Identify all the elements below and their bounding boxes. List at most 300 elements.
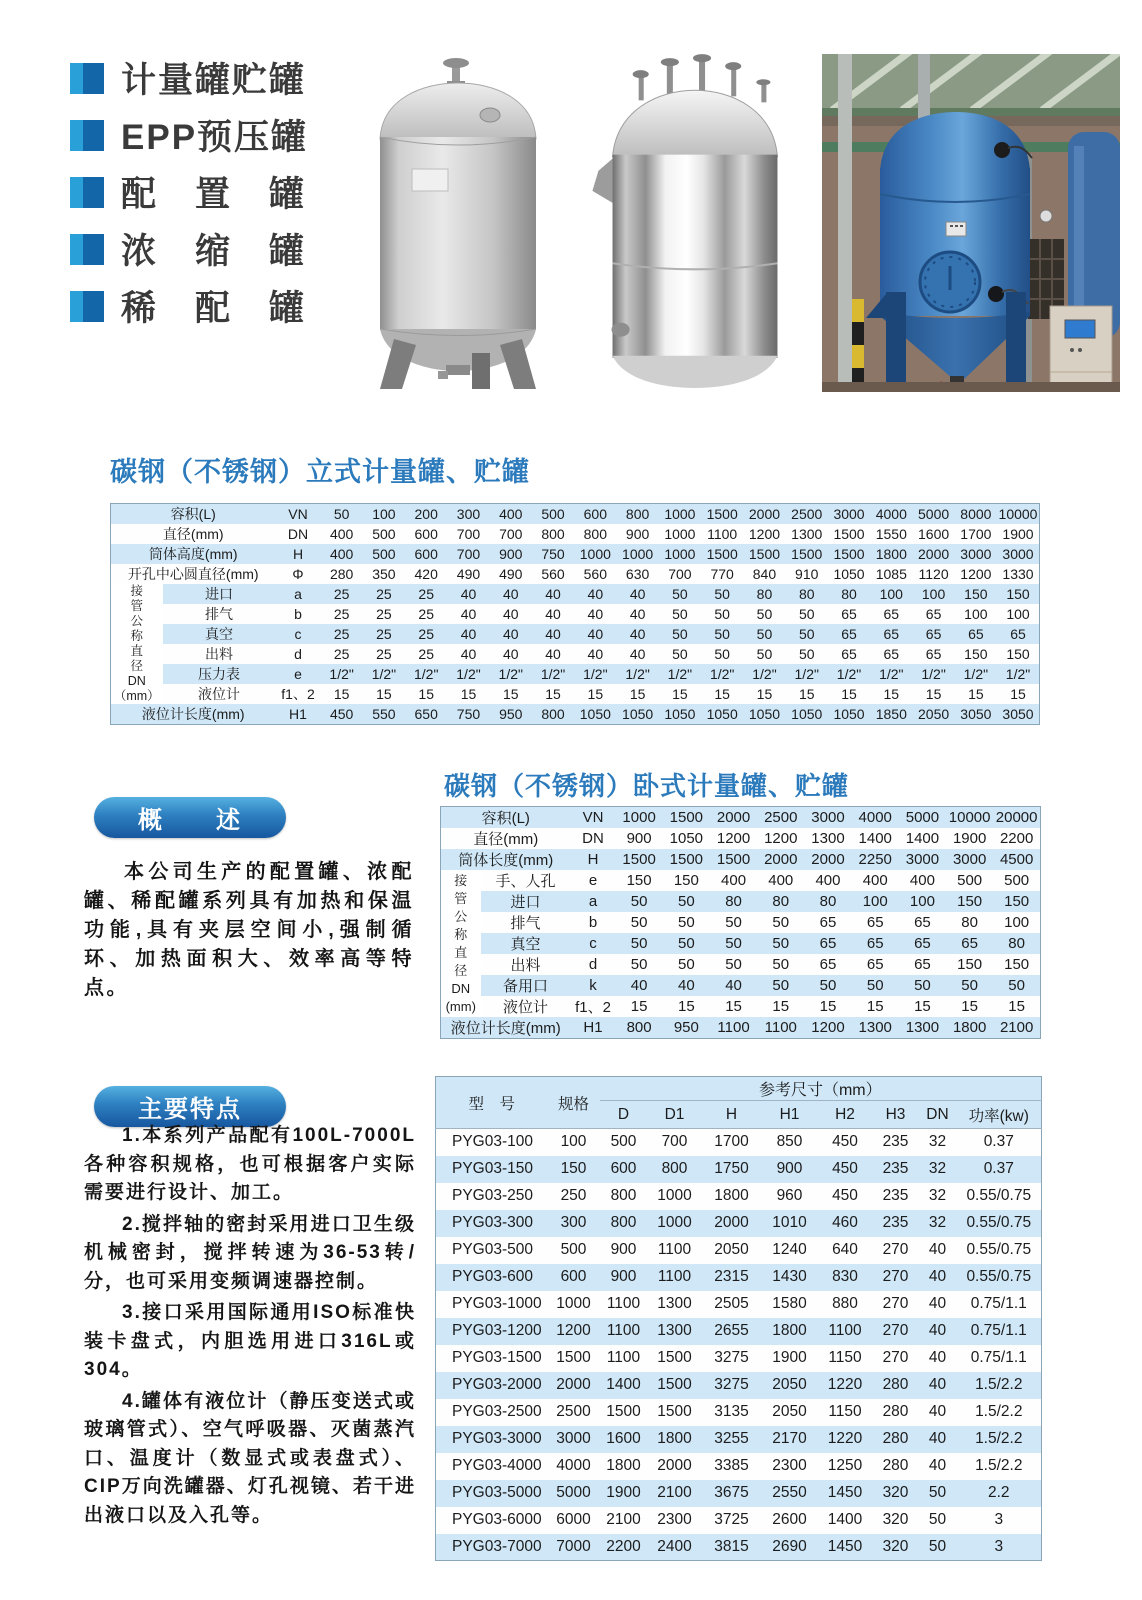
cell: 1500 xyxy=(648,1372,702,1399)
cell: 1100 xyxy=(757,1017,804,1039)
cell: 2000 xyxy=(743,504,785,525)
spec-row xyxy=(111,504,1040,525)
cell: 2315 xyxy=(702,1264,762,1291)
cell: 50 xyxy=(663,912,710,933)
model-row xyxy=(436,1453,1042,1480)
cell: 5000 xyxy=(912,504,954,525)
spec-row xyxy=(111,664,1040,684)
cell: 600 xyxy=(405,544,447,564)
cell: 640 xyxy=(818,1237,873,1264)
cell: 100 xyxy=(899,891,946,912)
cell: 40 xyxy=(532,604,574,624)
cell: 50 xyxy=(899,975,946,996)
cell: 250 xyxy=(548,1183,600,1210)
cell: 4000 xyxy=(870,504,912,525)
cell: 800 xyxy=(532,524,574,544)
cell: 7000 xyxy=(548,1534,600,1561)
cell: 500 xyxy=(548,1237,600,1264)
cell: 0.55/0.75 xyxy=(957,1183,1042,1210)
model-name-cell: PYG03-5000 xyxy=(436,1480,548,1507)
cell: 65 xyxy=(899,912,946,933)
cell: 400 xyxy=(321,524,363,544)
cell: 1300 xyxy=(852,1017,899,1039)
cell: 1500 xyxy=(548,1345,600,1372)
model-dimension-table xyxy=(435,1076,1042,1561)
cell: 40 xyxy=(532,624,574,644)
cell: 80 xyxy=(786,584,828,604)
cell: 280 xyxy=(321,564,363,584)
cell: 0.75/1.1 xyxy=(957,1318,1042,1345)
cell: 40 xyxy=(616,584,658,604)
model-row xyxy=(436,1156,1042,1183)
cell: 3275 xyxy=(702,1372,762,1399)
row-code: H1 xyxy=(571,1017,616,1039)
cell: 50 xyxy=(710,954,757,975)
row-label: 液位计长度(mm) xyxy=(441,1017,571,1039)
cell: 2500 xyxy=(786,504,828,525)
spec-row xyxy=(441,975,1041,996)
cell: 40 xyxy=(447,604,489,624)
cell: 65 xyxy=(899,933,946,954)
menu-item xyxy=(70,288,308,328)
cell: 3385 xyxy=(702,1453,762,1480)
cell: 2000 xyxy=(757,849,804,870)
cell: 1050 xyxy=(828,704,870,725)
cell: 65 xyxy=(912,624,954,644)
cell: 235 xyxy=(873,1129,919,1156)
spec-row xyxy=(111,544,1040,564)
row-code: VN xyxy=(571,807,616,829)
cell: 270 xyxy=(873,1264,919,1291)
row-code: H xyxy=(276,544,321,564)
cell: 1/2" xyxy=(828,664,870,684)
cell: 200 xyxy=(405,504,447,525)
overview-badge: 概 述 xyxy=(94,797,286,838)
cell: 50 xyxy=(946,975,993,996)
cell: 800 xyxy=(648,1156,702,1183)
cell: 3725 xyxy=(702,1507,762,1534)
spec-row xyxy=(111,584,1040,604)
row-label: 进口 xyxy=(481,891,571,912)
col-header: H2 xyxy=(818,1101,873,1129)
cell: 1200 xyxy=(710,828,757,849)
cell: 1/2" xyxy=(363,664,405,684)
cell: 150 xyxy=(946,954,993,975)
cell: 1800 xyxy=(762,1318,818,1345)
cell: 50 xyxy=(663,891,710,912)
model-name-cell: PYG03-6000 xyxy=(436,1507,548,1534)
cell: 1/2" xyxy=(532,664,574,684)
cell: 15 xyxy=(946,996,993,1017)
cell: 500 xyxy=(993,870,1040,891)
tank-illustration xyxy=(352,36,564,392)
cell: 50 xyxy=(919,1507,957,1534)
cell: 25 xyxy=(321,604,363,624)
cell: 1800 xyxy=(946,1017,993,1039)
cell: 400 xyxy=(321,544,363,564)
cell: 15 xyxy=(363,684,405,704)
cell: 32 xyxy=(919,1129,957,1156)
cell: 65 xyxy=(955,624,997,644)
cell: 400 xyxy=(710,870,757,891)
cell: 0.75/1.1 xyxy=(957,1345,1042,1372)
cell: 50 xyxy=(659,604,701,624)
cell: 15 xyxy=(701,684,743,704)
cell: 900 xyxy=(616,524,658,544)
cell: 50 xyxy=(701,604,743,624)
cell: 1/2" xyxy=(616,664,658,684)
model-row xyxy=(436,1480,1042,1507)
spec-row xyxy=(441,870,1041,891)
cell: 1000 xyxy=(659,504,701,525)
cell: 500 xyxy=(363,524,405,544)
cell: 15 xyxy=(912,684,954,704)
model-name-cell: PYG03-150 xyxy=(436,1156,548,1183)
row-label: 容积(L) xyxy=(441,807,571,829)
cell: 850 xyxy=(762,1129,818,1156)
cell: 450 xyxy=(321,704,363,725)
row-code: b xyxy=(276,604,321,624)
model-row xyxy=(436,1318,1042,1345)
cell: 1000 xyxy=(659,524,701,544)
row-code: e xyxy=(276,664,321,684)
cell: 2050 xyxy=(702,1237,762,1264)
row-label: 液位计长度(mm) xyxy=(111,704,276,725)
row-code: VN xyxy=(276,504,321,525)
cell: 1120 xyxy=(912,564,954,584)
cell: 500 xyxy=(363,544,405,564)
cell: 65 xyxy=(804,933,851,954)
menu-item-label: 计量罐贮罐 xyxy=(121,61,307,100)
cell: 1/2" xyxy=(997,664,1040,684)
row-label: 排气 xyxy=(163,604,276,624)
cell: 420 xyxy=(405,564,447,584)
cell: 1300 xyxy=(648,1318,702,1345)
feature-item: 2.搅拌轴的密封采用进口卫生级机械密封，搅拌转速为36-53转/分，也可采用变频调速器控制。 xyxy=(84,1213,416,1292)
cell: 50 xyxy=(701,624,743,644)
cell: 270 xyxy=(873,1345,919,1372)
col-header: DN xyxy=(919,1101,957,1129)
cell: 1750 xyxy=(702,1156,762,1183)
cell: 1.5/2.2 xyxy=(957,1372,1042,1399)
cell: 2000 xyxy=(912,544,954,564)
cell: 40 xyxy=(919,1237,957,1264)
cell: 6000 xyxy=(548,1507,600,1534)
cell: 320 xyxy=(873,1480,919,1507)
cell: 235 xyxy=(873,1156,919,1183)
cell: 50 xyxy=(616,891,663,912)
cell: 15 xyxy=(447,684,489,704)
model-name-cell: PYG03-600 xyxy=(436,1264,548,1291)
cell: 50 xyxy=(757,954,804,975)
tank-illustration xyxy=(582,38,808,392)
features-badge: 主要特点 xyxy=(94,1086,286,1127)
cell: 1330 xyxy=(997,564,1040,584)
cell: 1010 xyxy=(762,1210,818,1237)
cell: 1050 xyxy=(743,704,785,725)
cell: 2000 xyxy=(648,1453,702,1480)
cell: 1085 xyxy=(870,564,912,584)
cell: 1300 xyxy=(804,828,851,849)
row-code: DN xyxy=(276,524,321,544)
cell: 40 xyxy=(574,644,616,664)
col-header-spec: 规格 xyxy=(548,1077,600,1129)
cell: 50 xyxy=(663,954,710,975)
row-code: b xyxy=(571,912,616,933)
cell: 1050 xyxy=(701,704,743,725)
col-header: D1 xyxy=(648,1101,702,1129)
cell: 830 xyxy=(818,1264,873,1291)
cell: 450 xyxy=(818,1129,873,1156)
cell: 450 xyxy=(818,1156,873,1183)
cell: 1100 xyxy=(648,1264,702,1291)
cell: 50 xyxy=(710,933,757,954)
cell: 10000 xyxy=(946,807,993,829)
model-row xyxy=(436,1264,1042,1291)
cell: 2.2 xyxy=(957,1480,1042,1507)
cell: 65 xyxy=(870,624,912,644)
cell: 490 xyxy=(447,564,489,584)
cell: 100 xyxy=(852,891,899,912)
cell: 1000 xyxy=(574,544,616,564)
vertical-tank-spec-table xyxy=(110,503,1040,725)
spec-row xyxy=(441,933,1041,954)
blue-square-bullet-icon xyxy=(70,177,104,208)
polished-stainless-tank-photo xyxy=(582,38,808,392)
cell: 2400 xyxy=(648,1534,702,1561)
cell: 40 xyxy=(532,644,574,664)
blue-square-bullet-icon xyxy=(70,63,104,94)
cell: 600 xyxy=(600,1156,648,1183)
cell: 1500 xyxy=(663,849,710,870)
cell: 950 xyxy=(663,1017,710,1039)
cell: 150 xyxy=(997,584,1040,604)
cell: 2000 xyxy=(548,1372,600,1399)
cell: 150 xyxy=(616,870,663,891)
cell: 1220 xyxy=(818,1372,873,1399)
cell: 1300 xyxy=(648,1291,702,1318)
cell: 700 xyxy=(447,544,489,564)
cell: 1300 xyxy=(899,1017,946,1039)
cell: 1800 xyxy=(702,1183,762,1210)
cell: 100 xyxy=(363,504,405,525)
cell: 5000 xyxy=(548,1480,600,1507)
cell: 1000 xyxy=(659,544,701,564)
matte-stainless-tank-photo xyxy=(352,36,564,392)
cell: 150 xyxy=(548,1156,600,1183)
menu-item-label: 浓 缩 罐 xyxy=(121,232,307,271)
row-label: 真空 xyxy=(163,624,276,644)
cell: 950 xyxy=(490,704,532,725)
cell: 50 xyxy=(659,644,701,664)
cell: 80 xyxy=(757,891,804,912)
cell: 80 xyxy=(828,584,870,604)
cell: 1000 xyxy=(548,1291,600,1318)
cell: 15 xyxy=(321,684,363,704)
cell: 40 xyxy=(616,604,658,624)
cell: 2505 xyxy=(702,1291,762,1318)
cell: 32 xyxy=(919,1183,957,1210)
cell: 2690 xyxy=(762,1534,818,1561)
cell: 2000 xyxy=(804,849,851,870)
cell: 50 xyxy=(616,912,663,933)
cell: 40 xyxy=(447,644,489,664)
cell: 15 xyxy=(804,996,851,1017)
cell: 3675 xyxy=(702,1480,762,1507)
model-row xyxy=(436,1399,1042,1426)
cell: 40 xyxy=(532,584,574,604)
spec-row xyxy=(441,807,1041,829)
cell: 50 xyxy=(663,933,710,954)
model-name-cell: PYG03-1500 xyxy=(436,1345,548,1372)
cell: 1200 xyxy=(757,828,804,849)
cell: 630 xyxy=(616,564,658,584)
cell: 2050 xyxy=(762,1399,818,1426)
cell: 1500 xyxy=(828,544,870,564)
cell: 50 xyxy=(804,975,851,996)
cell: 1100 xyxy=(600,1318,648,1345)
cell: 1050 xyxy=(574,704,616,725)
row-code: c xyxy=(571,933,616,954)
cell: 100 xyxy=(955,604,997,624)
cell: 50 xyxy=(616,954,663,975)
cell: 1/2" xyxy=(405,664,447,684)
cell: 15 xyxy=(710,996,757,1017)
cell: 1400 xyxy=(600,1372,648,1399)
cell: 700 xyxy=(659,564,701,584)
cell: 80 xyxy=(710,891,757,912)
pipe-dn-group-label: 接 管 公 称 直 径 DN （mm） xyxy=(111,584,163,704)
cell: 770 xyxy=(701,564,743,584)
row-label: 压力表 xyxy=(163,664,276,684)
cell: 80 xyxy=(946,912,993,933)
cell: 1050 xyxy=(786,704,828,725)
cell: 25 xyxy=(363,604,405,624)
cell: 1500 xyxy=(701,504,743,525)
cell: 1/2" xyxy=(490,664,532,684)
menu-item-label: 稀 配 罐 xyxy=(121,289,307,328)
row-label: 出料 xyxy=(481,954,571,975)
cell: 150 xyxy=(997,644,1040,664)
cell: 65 xyxy=(912,644,954,664)
cell: 2300 xyxy=(762,1453,818,1480)
horizontal-tank-section-title: 碳钢（不锈钢）卧式计量罐、贮罐 xyxy=(444,771,850,801)
model-row xyxy=(436,1210,1042,1237)
cell: 1500 xyxy=(710,849,757,870)
cell: 40 xyxy=(447,584,489,604)
col-header: H3 xyxy=(873,1101,919,1129)
cell: 0.55/0.75 xyxy=(957,1264,1042,1291)
cell: 15 xyxy=(663,996,710,1017)
cell: 65 xyxy=(912,604,954,624)
cell: 500 xyxy=(600,1129,648,1156)
cell: 50 xyxy=(701,584,743,604)
cell: 50 xyxy=(852,975,899,996)
cell: 3000 xyxy=(548,1426,600,1453)
cell: 50 xyxy=(757,975,804,996)
cell: 750 xyxy=(447,704,489,725)
cell: 1500 xyxy=(616,849,663,870)
cell: 1900 xyxy=(762,1345,818,1372)
cell: 15 xyxy=(828,684,870,704)
product-menu xyxy=(70,60,308,345)
cell: 50 xyxy=(743,624,785,644)
cell: 65 xyxy=(870,644,912,664)
blue-square-bullet-icon xyxy=(70,120,104,151)
col-header: H xyxy=(702,1101,762,1129)
cell: 1/2" xyxy=(701,664,743,684)
features-text xyxy=(84,1122,416,1533)
cell: 150 xyxy=(663,870,710,891)
cell: 65 xyxy=(804,912,851,933)
cell: 800 xyxy=(600,1210,648,1237)
model-name-cell: PYG03-4000 xyxy=(436,1453,548,1480)
cell: 50 xyxy=(710,912,757,933)
cell: 1150 xyxy=(818,1345,873,1372)
cell: 2550 xyxy=(762,1480,818,1507)
cell: 1/2" xyxy=(870,664,912,684)
cell: 270 xyxy=(873,1291,919,1318)
cell: 1500 xyxy=(828,524,870,544)
cell: 270 xyxy=(873,1237,919,1264)
cell: 50 xyxy=(743,604,785,624)
cell: 3815 xyxy=(702,1534,762,1561)
model-row xyxy=(436,1372,1042,1399)
model-row xyxy=(436,1291,1042,1318)
cell: 1/2" xyxy=(743,664,785,684)
cell: 1200 xyxy=(804,1017,851,1039)
cell: 1500 xyxy=(786,544,828,564)
model-name-cell: PYG03-1200 xyxy=(436,1318,548,1345)
cell: 3275 xyxy=(702,1345,762,1372)
cell: 2100 xyxy=(648,1480,702,1507)
cell: 300 xyxy=(548,1210,600,1237)
cell: 880 xyxy=(818,1291,873,1318)
cell: 65 xyxy=(852,954,899,975)
model-row xyxy=(436,1183,1042,1210)
cell: 2200 xyxy=(600,1534,648,1561)
cell: 840 xyxy=(743,564,785,584)
row-label: 备用口 xyxy=(481,975,571,996)
col-header: D xyxy=(600,1101,648,1129)
cell: 1100 xyxy=(600,1291,648,1318)
cell: 350 xyxy=(363,564,405,584)
menu-item-label: 配 置 罐 xyxy=(121,175,307,214)
row-label: 直径(mm) xyxy=(441,828,571,849)
cell: 1550 xyxy=(870,524,912,544)
cell: 2100 xyxy=(600,1507,648,1534)
cell: 550 xyxy=(363,704,405,725)
cell: 2500 xyxy=(548,1399,600,1426)
cell: 65 xyxy=(946,933,993,954)
cell: 3050 xyxy=(997,704,1040,725)
cell: 15 xyxy=(870,684,912,704)
cell: 15 xyxy=(616,996,663,1017)
model-name-cell: PYG03-100 xyxy=(436,1129,548,1156)
cell: 25 xyxy=(405,624,447,644)
cell: 700 xyxy=(490,524,532,544)
cell: 40 xyxy=(574,624,616,644)
spec-row xyxy=(441,1017,1041,1039)
menu-item xyxy=(70,231,308,271)
cell: 700 xyxy=(648,1129,702,1156)
cell: 2170 xyxy=(762,1426,818,1453)
spec-row xyxy=(111,564,1040,584)
cell: 1800 xyxy=(600,1453,648,1480)
cell: 40 xyxy=(616,975,663,996)
cell: 800 xyxy=(574,524,616,544)
cell: 800 xyxy=(616,1017,663,1039)
